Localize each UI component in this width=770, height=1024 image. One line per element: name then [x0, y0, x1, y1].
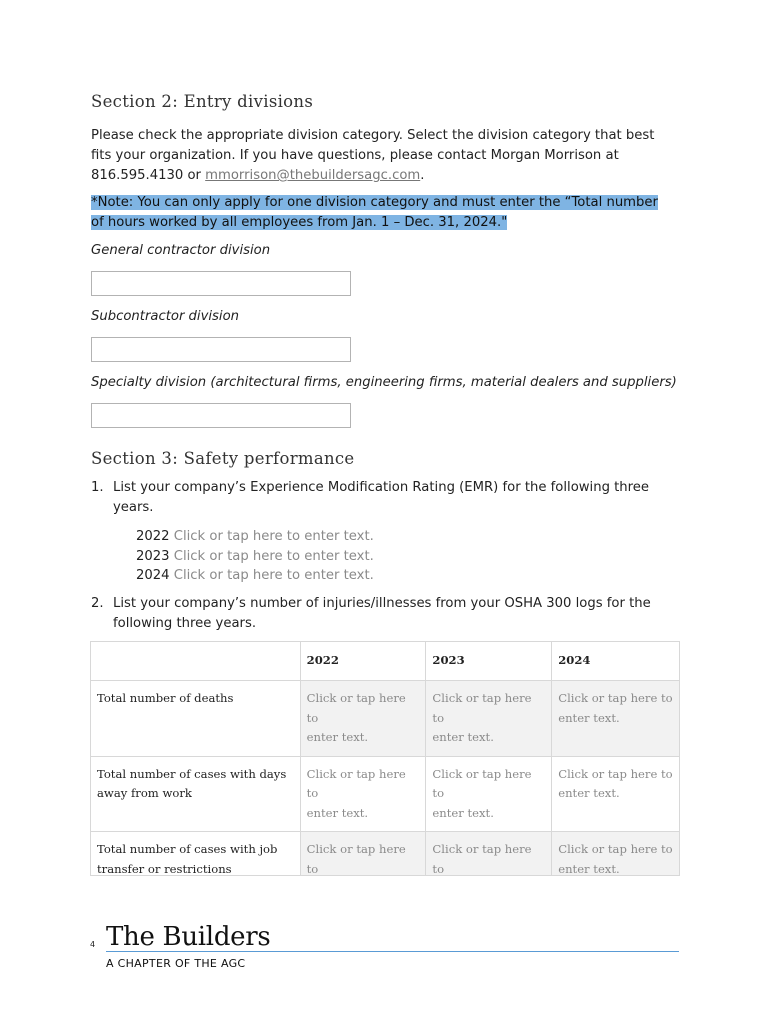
- row-label: [91, 832, 301, 877]
- job-transfer-2023-field[interactable]: Click or tap here to: [426, 832, 552, 877]
- emr-2022-row: [136, 529, 374, 544]
- days-away-2022-field[interactable]: Click or tap here to enter text.: [300, 756, 426, 832]
- subcontractor-field[interactable]: [91, 337, 351, 362]
- intro-line-3: [91, 166, 671, 186]
- row-label-line: Total number of cases with job: [97, 842, 278, 856]
- email-link[interactable]: mmorrison@thebuildersagc.com: [205, 168, 421, 183]
- note-line-1: *Note: You can only apply for one division category and must enter the “Total number: [91, 195, 658, 210]
- days-away-2024-field[interactable]: Click or tap here to enter text.: [552, 756, 680, 832]
- deaths-2024-field[interactable]: Click or tap here to enter text.: [552, 681, 680, 757]
- list-number: 2.: [91, 596, 104, 611]
- table-header-2024: 2024: [552, 642, 680, 681]
- job-transfer-2022-field[interactable]: Click or tap here to: [300, 832, 426, 877]
- general-contractor-label: General contractor division: [91, 243, 271, 258]
- osha-question-line-2: following three years.: [113, 616, 257, 631]
- table-header-row: [91, 642, 680, 681]
- subcontractor-label: Subcontractor division: [91, 309, 240, 324]
- emr-year: 2022: [136, 529, 170, 544]
- page-number: 4: [90, 940, 96, 949]
- table-header-2022: 2022: [300, 642, 426, 681]
- footer-rule: [106, 951, 679, 952]
- row-label: [91, 681, 301, 757]
- intro-line-1: Please check the appropriate division category. Select the division category that best: [91, 128, 655, 143]
- emr-year: 2023: [136, 549, 170, 564]
- table-header-blank: [91, 642, 301, 681]
- specialty-division-label: Specialty division (architectural firms, engineering firms, material dealers and suppliers): [91, 375, 677, 390]
- highlighted-note: [91, 193, 681, 232]
- deaths-2022-field[interactable]: Click or tap here to enter text.: [300, 681, 426, 757]
- intro-line-2: fits your organization. If you have questions, please contact Morgan Morrison at: [91, 148, 619, 163]
- table-row: [91, 681, 680, 757]
- note-line-2: of hours worked by all employees from Jan. 1 – Dec. 31, 2024.": [91, 214, 508, 230]
- section-2-heading: Section 2: Entry divisions: [91, 92, 314, 111]
- builders-logo-title: The Builders: [106, 922, 271, 952]
- row-label-line: transfer or restrictions: [97, 861, 232, 876]
- general-contractor-field[interactable]: [91, 271, 351, 296]
- emr-2024-field[interactable]: Click or tap here to enter text.: [173, 568, 374, 583]
- list-item-osha: [91, 594, 671, 634]
- table-bottom-border: [90, 875, 680, 876]
- table-row: [91, 832, 680, 877]
- table-header-2023: 2023: [426, 642, 552, 681]
- row-label-line: Total number of deaths: [97, 691, 234, 705]
- emr-year: 2024: [136, 568, 170, 583]
- section-3-heading: Section 3: Safety performance: [91, 449, 355, 468]
- table-row: [91, 756, 680, 832]
- row-label: [91, 756, 301, 832]
- osha-table-container: [88, 640, 684, 876]
- emr-2023-field[interactable]: Click or tap here to enter text.: [173, 549, 374, 564]
- emr-2023-row: [136, 549, 374, 564]
- emr-2022-field[interactable]: Click or tap here to enter text.: [173, 529, 374, 544]
- list-item-emr: [91, 478, 671, 518]
- emr-question-line-1: List your company’s Experience Modification Rating (EMR) for the following three: [113, 480, 650, 495]
- job-transfer-2024-field[interactable]: Click or tap here to enter text.: [552, 832, 680, 877]
- osha-table: [90, 641, 680, 876]
- row-label-line: away from work: [97, 786, 192, 800]
- builders-logo-subtitle: A CHAPTER OF THE AGC: [106, 957, 246, 970]
- intro-phone-prefix: 816.595.4130 or: [91, 168, 206, 183]
- specialty-division-field[interactable]: [91, 403, 351, 428]
- days-away-2023-field[interactable]: Click or tap here to enter text.: [426, 756, 552, 832]
- intro-suffix: .: [420, 168, 425, 183]
- emr-question-line-2: years.: [113, 500, 154, 515]
- row-label-line: Total number of cases with days: [97, 766, 287, 781]
- section-2-intro: [91, 126, 671, 186]
- emr-2024-row: [136, 568, 374, 583]
- list-number: 1.: [91, 480, 104, 495]
- osha-question-line-1: List your company’s number of injuries/illnesses from your OSHA 300 logs for the: [113, 596, 651, 611]
- deaths-2023-field[interactable]: Click or tap here to enter text.: [426, 681, 552, 757]
